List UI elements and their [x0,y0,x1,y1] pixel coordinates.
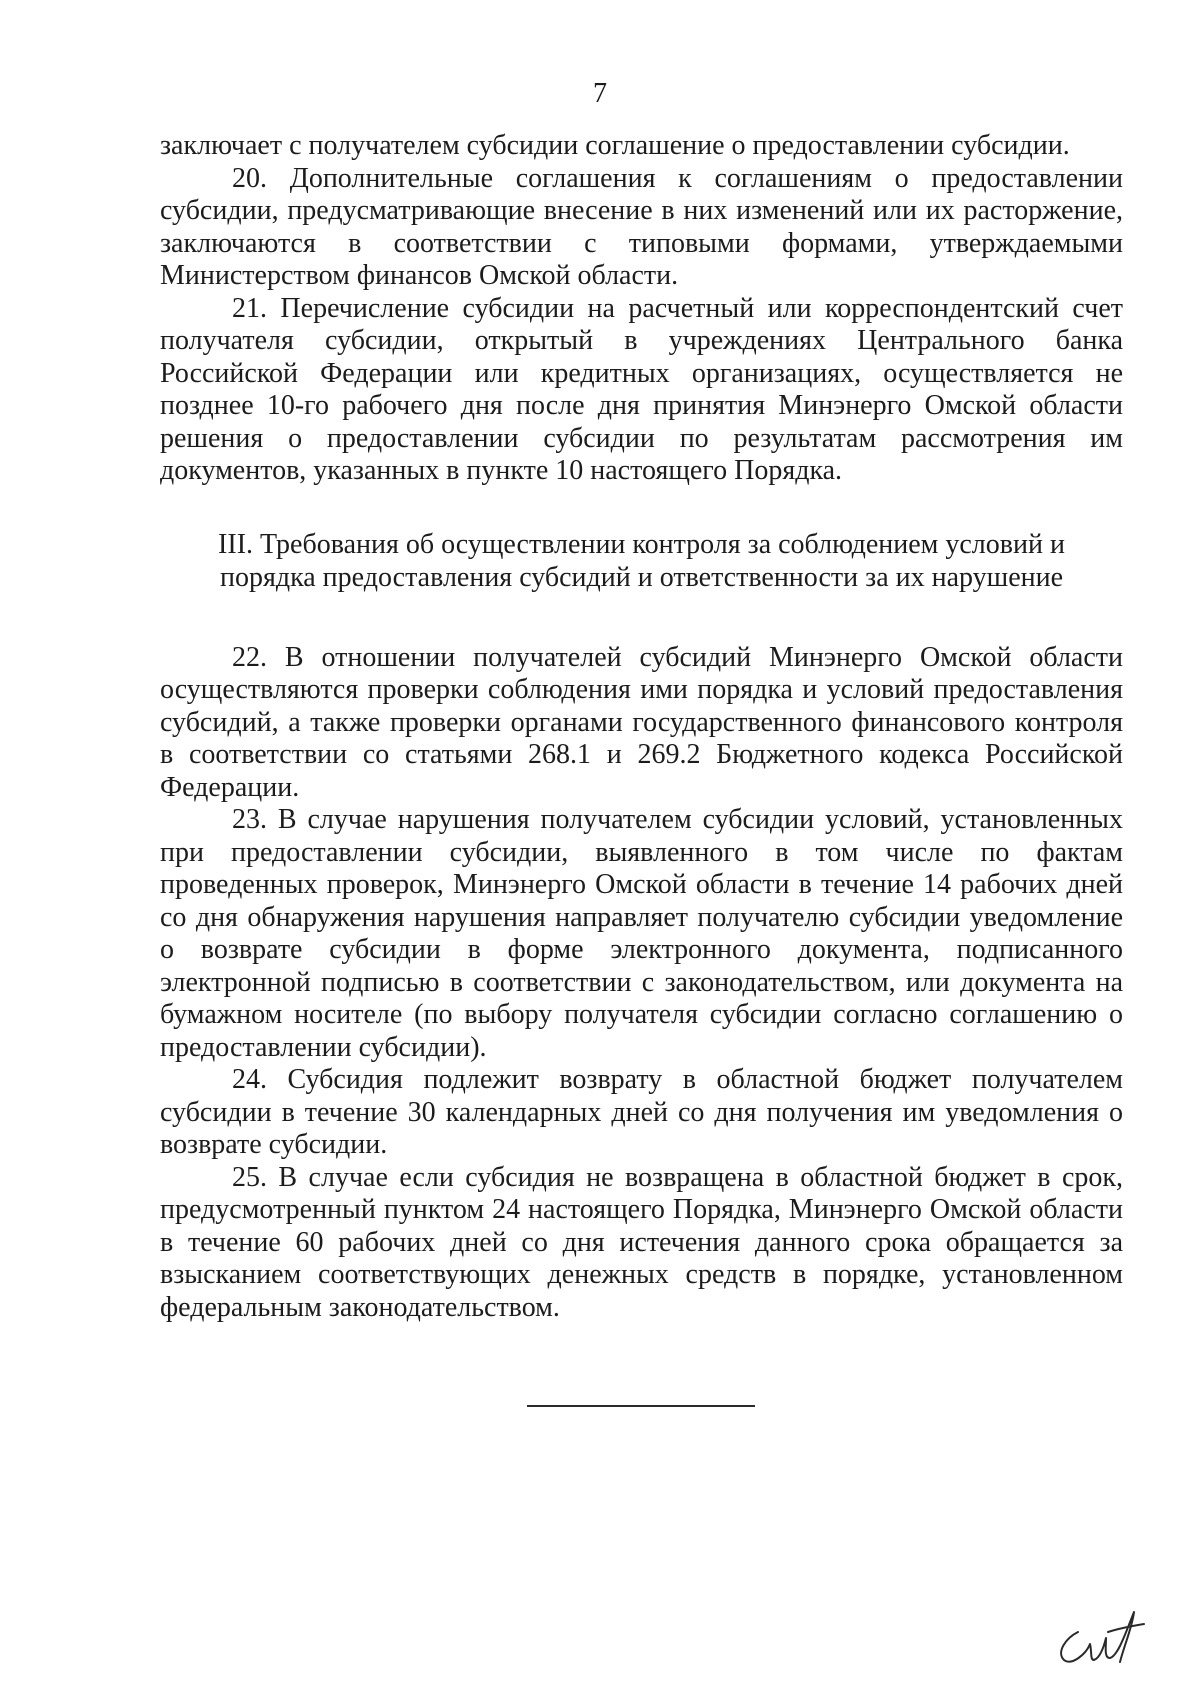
signature-stroke [1061,1612,1144,1662]
paragraph-25: 25. В случае если субсидия не возвращена в областной бюджет в срок, предусмотренный пунктом 24 настоящего Порядка, Минэнерго Омской области в течение 60 рабочих дней со дня истечения данного срока обращается за взысканием соответствующих денежных средств в порядке, установленном федеральным законодательством. [160,1161,1123,1323]
section-heading-line-1: III. Требования об осуществлении контроля за соблюдением условий и [218,528,1065,560]
end-of-text-rule [527,1405,755,1407]
document-body [160,130,1123,1324]
paragraph-21: 21. Перечисление субсидии на расчетный или корреспондентский счет получателя субсидии, открытый в учреждениях Центрального банка Российской Федерации или кредитных организациях, осуществляется не позднее 10-го рабочего дня после дня принятия Минэнерго Омской области решения о предоставлении субсидии по результатам рассмотрения им документов, указанных в пункте 10 настоящего Порядка. [160,292,1123,486]
section-heading-iii [160,528,1123,594]
paragraph-20: 20. Дополнительные соглашения к соглашениям о предоставлении субсидии, предусматривающие внесение в них изменений или их расторжение, заключаются в соответствии с типовыми формами, утверждаемыми Министерством финансов Омской области. [160,162,1123,291]
section-heading-line-2: порядка предоставления субсидий и ответственности за их нарушение [219,561,1064,593]
paragraph-22: 22. В отношении получателей субсидий Минэнерго Омской области осуществляются проверки соблюдения ими порядка и условий предоставления субсидий, а также проверки органами государственного финансового контроля в соответствии со статьями 268.1 и 269.2 Бюджетного кодекса Российской Федерации. [160,641,1123,803]
paragraph-19-continuation: заключает с получателем субсидии соглашение о предоставлении субсидии. [160,130,1070,161]
page-number: 7 [593,78,607,109]
paragraph-24: 24. Субсидия подлежит возврату в областной бюджет получателем субсидии в течение 30 календарных дней со дня получения им уведомления о возврате субсидии. [160,1064,1123,1160]
paragraph-23: 23. В случае нарушения получателем субсидии условий, установленных при предоставлении субсидии, выявленного в том числе по фактам проведенных проверок, Минэнерго Омской области в течение 14 рабочих дней со дня обнаружения нарушения направляет получателю субсидии уведомление о возврате субсидии в форме электронного документа, подписанного электронной подписью в соответствии с законодательством, или документа на бумажном носителе (по выбору получателя субсидии согласно соглашению о предоставлении субсидии). [160,804,1123,1063]
handwritten-signature [1048,1602,1148,1670]
